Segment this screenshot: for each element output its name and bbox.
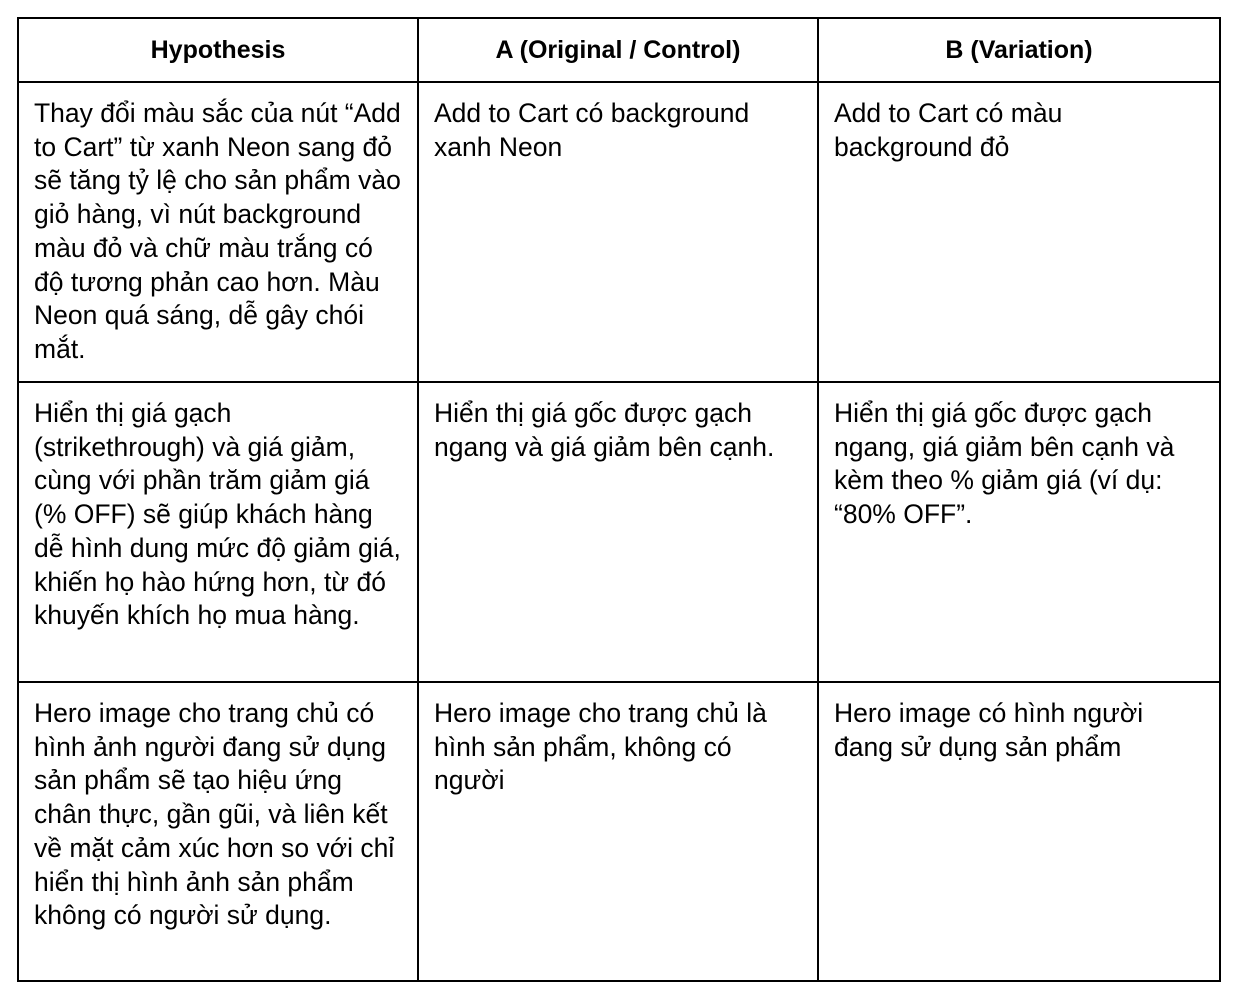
cell-a-control: Hiển thị giá gốc được gạch ngang và giá giảm bên cạnh.: [418, 382, 818, 682]
cell-hypothesis: Hero image cho trang chủ có hình ảnh người đang sử dụng sản phẩm sẽ tạo hiệu ứng chân thực, gần gũi, và liên kết về mặt cảm xúc hơn so với chỉ hiển thị hình ảnh sản phẩm không có người sử dụng.: [18, 682, 418, 981]
cell-b-variation: Hero image có hình người đang sử dụng sản phẩm: [818, 682, 1220, 981]
header-b-variation: B (Variation): [818, 18, 1220, 82]
header-row: [18, 18, 1220, 82]
ab-test-hypothesis-table: [17, 17, 1221, 982]
header-hypothesis: Hypothesis: [18, 18, 418, 82]
table-row: [18, 682, 1220, 981]
table-header: [18, 18, 1220, 82]
cell-hypothesis: Thay đổi màu sắc của nút “Add to Cart” từ xanh Neon sang đỏ sẽ tăng tỷ lệ cho sản phẩm vào giỏ hàng, vì nút background màu đỏ và chữ màu trắng có độ tương phản cao hơn. Màu Neon quá sáng, dễ gây chói mắt.: [18, 82, 418, 382]
cell-b-variation: Add to Cart có màu background đỏ: [818, 82, 1220, 382]
header-a-control: A (Original / Control): [418, 18, 818, 82]
table-row: [18, 382, 1220, 682]
table-body: [18, 82, 1220, 981]
cell-b-variation: Hiển thị giá gốc được gạch ngang, giá giảm bên cạnh và kèm theo % giảm giá (ví dụ: “80% OFF”.: [818, 382, 1220, 682]
cell-a-control: Add to Cart có background xanh Neon: [418, 82, 818, 382]
cell-hypothesis: Hiển thị giá gạch (strikethrough) và giá giảm, cùng với phần trăm giảm giá (% OFF) sẽ giúp khách hàng dễ hình dung mức độ giảm giá, khiến họ hào hứng hơn, từ đó khuyến khích họ mua hàng.: [18, 382, 418, 682]
table-row: [18, 82, 1220, 382]
cell-a-control: Hero image cho trang chủ là hình sản phẩm, không có người: [418, 682, 818, 981]
